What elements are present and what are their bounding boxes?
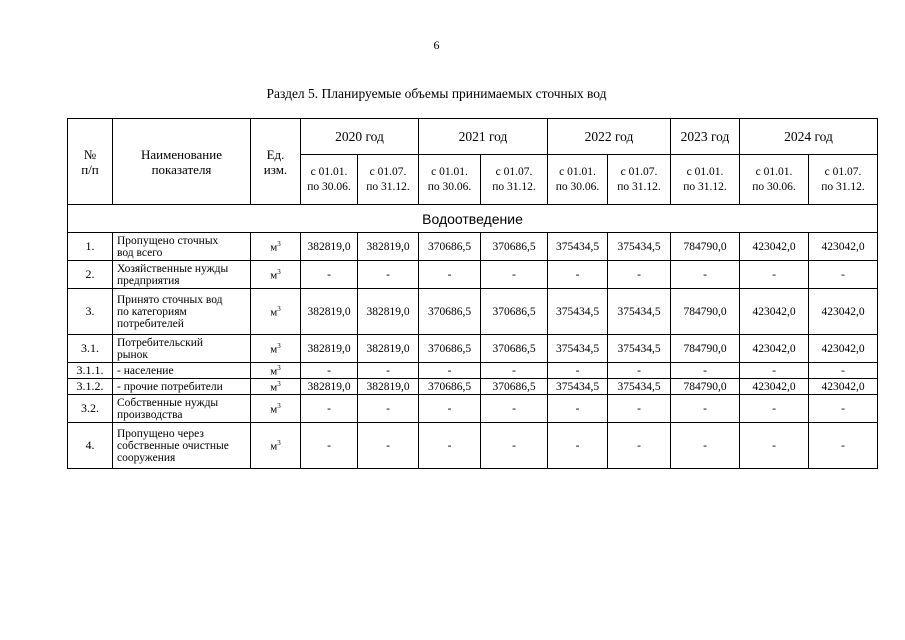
value-cell: - [419,261,481,289]
value-cell: 375434,5 [548,335,608,363]
value-cell: 375434,5 [608,233,671,261]
table-row [68,289,878,335]
unit-exponent: 3 [277,341,281,350]
indicator-name-line: потребителей [117,317,184,330]
row-number: 2. [68,261,113,289]
value-cell: 375434,5 [548,289,608,335]
value-cell: - [740,261,809,289]
value-cell: - [481,363,548,379]
value-cell: - [548,261,608,289]
value-cell: 370686,5 [419,379,481,395]
value-cell: 423042,0 [740,233,809,261]
value-cell: 370686,5 [481,289,548,335]
unit-base: м [270,440,278,453]
table-row [68,363,878,379]
period-line: по 30.06. [752,180,796,193]
value-cell: - [419,423,481,469]
value-cell: 382819,0 [301,335,358,363]
value-cell: 375434,5 [548,379,608,395]
indicator-name [113,423,251,469]
section-title: Водоотведение [68,205,878,233]
period-header [358,155,419,205]
value-cell: - [608,423,671,469]
period-line: с 01.07. [369,165,407,178]
unit-cell [251,379,301,395]
period-line: по 31.12. [492,180,536,193]
period-line: по 31.12. [821,180,865,193]
unit-base: м [270,365,278,378]
period-header [740,155,809,205]
value-cell: 423042,0 [809,335,878,363]
indicator-name-line: предприятия [117,274,180,287]
col-header-name-line1: Наименование [141,146,222,162]
section-row [68,205,878,233]
page-title: Раздел 5. Планируемые объемы принимаемых сточных вод [266,86,607,101]
col-header-num-line1: № [83,146,97,162]
value-cell: 784790,0 [671,335,740,363]
period-line: с 01.01. [310,165,348,178]
row-number: 4. [68,423,113,469]
value-cell: 370686,5 [481,335,548,363]
value-cell: - [671,363,740,379]
value-cell: 382819,0 [301,379,358,395]
value-cell: - [608,261,671,289]
value-cell: 423042,0 [809,233,878,261]
value-cell: 382819,0 [358,335,419,363]
indicator-name [113,261,251,289]
value-cell: - [608,395,671,423]
value-cell: - [809,261,878,289]
value-cell: 423042,0 [809,289,878,335]
value-cell: 382819,0 [358,289,419,335]
period-line: по 30.06. [427,180,472,193]
unit-base: м [270,403,278,416]
period-header [301,155,358,205]
indicator-name-line: Потребительский [117,336,204,349]
unit-cell [251,395,301,423]
value-cell: - [740,423,809,469]
indicator-name [113,289,251,335]
value-cell: 382819,0 [358,379,419,395]
value-cell: - [608,363,671,379]
table-row [68,261,878,289]
indicator-name [113,395,251,423]
value-cell: 784790,0 [671,289,740,335]
year-header-2023: 2023 год [671,119,740,155]
col-header-num-line2: п/п [81,161,99,177]
value-cell: - [301,395,358,423]
unit-exponent: 3 [277,379,281,388]
value-cell: - [358,423,419,469]
table-row [68,423,878,469]
indicator-name-line: Пропущено сточных [117,234,219,247]
indicator-name-line: рынок [117,348,148,361]
value-cell: 423042,0 [740,335,809,363]
value-cell: - [301,261,358,289]
value-cell: 370686,5 [419,289,481,335]
indicator-name [113,335,251,363]
wastewater-volume-table [67,118,878,469]
indicator-name-line: сооружения [117,451,176,464]
period-line: с 01.01. [559,165,596,178]
value-cell: 784790,0 [671,379,740,395]
unit-base: м [270,381,278,394]
period-line: с 01.07. [495,165,533,178]
col-header-num [68,119,113,205]
value-cell: - [809,363,878,379]
value-cell: 382819,0 [301,233,358,261]
value-cell: 375434,5 [548,233,608,261]
value-cell: - [419,395,481,423]
unit-exponent: 3 [277,239,281,248]
value-cell: 784790,0 [671,233,740,261]
unit-cell [251,335,301,363]
unit-base: м [270,306,278,319]
value-cell: - [419,363,481,379]
period-line: с 01.01. [431,165,468,178]
indicator-name-line: Собственные нужды [117,396,219,409]
indicator-name-line: собственные очистные [117,439,229,452]
year-header-2022: 2022 год [548,119,671,155]
indicator-name [113,363,251,379]
unit-base: м [270,269,278,282]
year-header-2021: 2021 год [419,119,548,155]
row-number: 3. [68,289,113,335]
period-line: с 01.01. [686,165,724,178]
period-line: с 01.07. [620,165,658,178]
indicator-name-line: - население [117,364,174,377]
row-number: 3.1.1. [68,363,113,379]
indicator-name-line: Пропущено через [117,427,204,440]
value-cell: 423042,0 [740,289,809,335]
value-cell: - [671,423,740,469]
value-cell: 375434,5 [608,289,671,335]
col-header-unit-line1: Ед. [266,146,285,162]
unit-cell [251,363,301,379]
period-line: с 01.07. [824,165,862,178]
unit-exponent: 3 [277,304,281,313]
unit-exponent: 3 [277,401,281,410]
row-number: 3.2. [68,395,113,423]
value-cell: 370686,5 [419,335,481,363]
value-cell: - [481,395,548,423]
period-header [809,155,878,205]
value-cell: - [671,395,740,423]
table-row [68,335,878,363]
period-line: по 31.12. [683,180,727,193]
unit-exponent: 3 [277,438,281,447]
col-header-name [113,119,251,205]
value-cell: 423042,0 [809,379,878,395]
year-header-2024: 2024 год [740,119,878,155]
value-cell: - [548,423,608,469]
value-cell: - [548,363,608,379]
indicator-name-line: вод всего [117,246,163,259]
unit-exponent: 3 [277,267,281,276]
period-header [481,155,548,205]
row-number: 3.1.2. [68,379,113,395]
col-header-name-line2: показателя [151,161,212,177]
unit-cell [251,233,301,261]
period-header [608,155,671,205]
value-cell: - [740,363,809,379]
value-cell: 375434,5 [608,379,671,395]
page-number: 6 [433,38,440,52]
value-cell: - [358,363,419,379]
value-cell: - [740,395,809,423]
value-cell: - [809,395,878,423]
indicator-name-line: Принято сточных вод [117,293,223,306]
indicator-name-line: по категориям [117,305,187,318]
period-line: по 30.06. [555,180,600,193]
value-cell: 382819,0 [358,233,419,261]
period-line: по 31.12. [366,180,410,193]
period-line: по 31.12. [617,180,661,193]
value-cell: - [481,423,548,469]
unit-cell [251,289,301,335]
period-header [419,155,481,205]
period-header [671,155,740,205]
table-row [68,379,878,395]
value-cell: - [358,395,419,423]
indicator-name-line: - прочие потребители [117,380,223,393]
unit-exponent: 3 [277,363,281,372]
year-header-2020: 2020 год [301,119,419,155]
unit-base: м [270,241,278,254]
value-cell: - [548,395,608,423]
unit-cell [251,261,301,289]
value-cell: 382819,0 [301,289,358,335]
col-header-unit-line2: изм. [263,161,288,177]
col-header-unit [251,119,301,205]
value-cell: - [301,363,358,379]
period-line: с 01.01. [755,165,793,178]
period-header [548,155,608,205]
value-cell: 370686,5 [419,233,481,261]
value-cell: 370686,5 [481,233,548,261]
row-number: 3.1. [68,335,113,363]
row-number: 1. [68,233,113,261]
value-cell: - [358,261,419,289]
value-cell: - [671,261,740,289]
value-cell: - [481,261,548,289]
value-cell: 423042,0 [740,379,809,395]
value-cell: - [809,423,878,469]
unit-cell [251,423,301,469]
table-row [68,233,878,261]
indicator-name-line: производства [117,408,183,421]
value-cell: 370686,5 [481,379,548,395]
period-line: по 30.06. [307,180,351,193]
value-cell: - [301,423,358,469]
indicator-name-line: Хозяйственные нужды [117,262,229,275]
unit-base: м [270,343,278,356]
indicator-name [113,379,251,395]
value-cell: 375434,5 [608,335,671,363]
indicator-name [113,233,251,261]
table-row [68,395,878,423]
